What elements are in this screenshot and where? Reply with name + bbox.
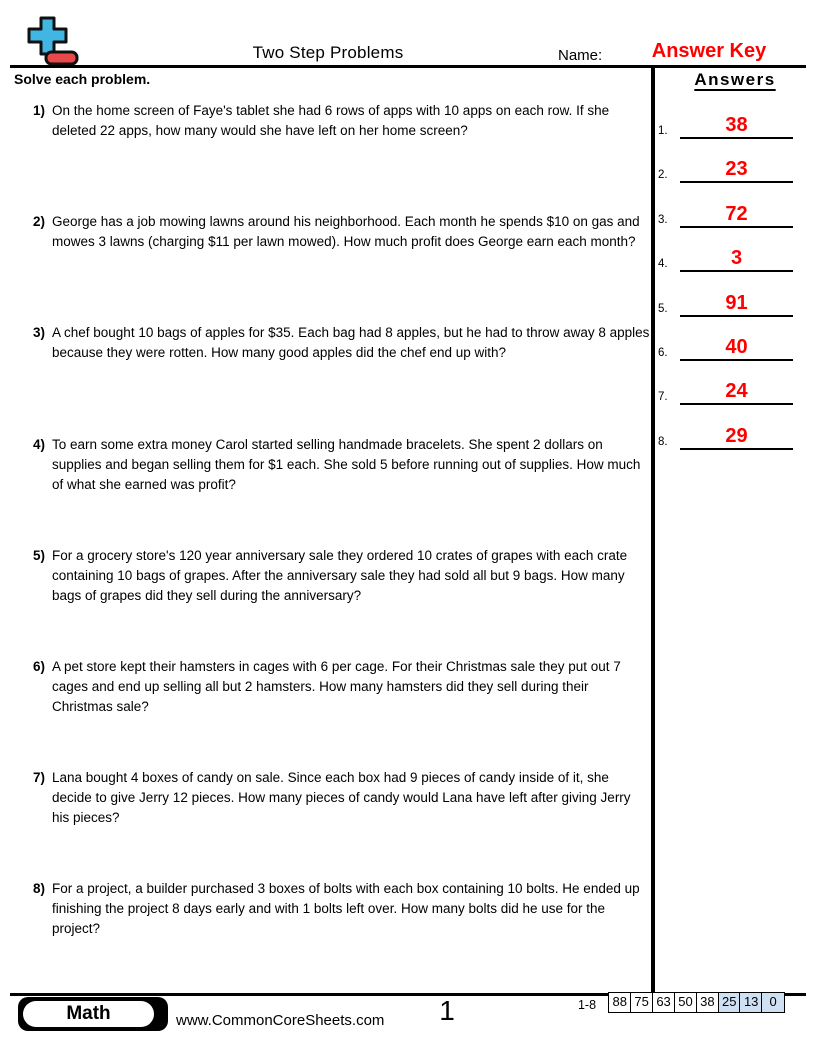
answer-number: 6. [658, 347, 668, 359]
answers-heading-text: Answers [694, 70, 776, 89]
answer-number: 1. [658, 125, 668, 137]
answer-number: 5. [658, 303, 668, 315]
problem-6 [26, 657, 651, 717]
answer-row-1 [658, 111, 793, 139]
score-cell: 88 [608, 992, 632, 1013]
problem-number: 2) [32, 214, 45, 229]
page-title: Two Step Problems [252, 43, 404, 62]
problem-number: 7) [32, 770, 45, 785]
problem-number: 4) [32, 437, 45, 452]
answer-number: 7. [658, 391, 668, 403]
answer-value: 40 [680, 335, 793, 361]
problem-7 [26, 768, 651, 828]
problem-text: A chef bought 10 bags of apples for $35. Each bag had 8 apples, but he had to throw away 8 apples because they were rotten. How many good apples did the chef end up with? [52, 325, 650, 360]
problem-text: For a project, a builder purchased 3 boxes of bolts with each box containing 10 bolts. He ended up finishing the project 8 days early and with 1 bolts left over. How many bolts did he use for the project? [52, 881, 640, 936]
problem-number: 3) [32, 325, 45, 340]
header-divider [10, 65, 806, 68]
answer-row-8 [658, 422, 793, 450]
problem-text: Lana bought 4 boxes of candy on sale. Since each box had 9 pieces of candy inside of it, she decide to give Jerry 12 pieces. How many pieces of candy would Lana have left after giving Jerry his pieces? [52, 770, 631, 825]
answer-value: 38 [680, 113, 793, 139]
answer-value: 24 [680, 379, 793, 405]
problem-number: 6) [32, 659, 45, 674]
problem-5 [26, 546, 651, 606]
score-cell: 75 [630, 992, 654, 1013]
score-cell: 13 [739, 992, 763, 1013]
answer-row-4 [658, 244, 793, 272]
problem-4 [26, 435, 651, 495]
answer-value: 3 [680, 246, 793, 272]
subject-badge-label: Math [23, 1001, 154, 1027]
answers-column-divider [651, 67, 655, 994]
answer-value: 72 [680, 202, 793, 228]
answer-number: 3. [658, 214, 668, 226]
score-cell: 38 [696, 992, 720, 1013]
answer-value: 29 [680, 424, 793, 450]
problem-3 [26, 323, 651, 363]
answer-value: 23 [680, 157, 793, 183]
problem-1 [26, 101, 651, 141]
problem-text: To earn some extra money Carol started selling handmade bracelets. She spent 2 dollars on supplies and began selling them for $1 each. She sold 5 before running out of supplies. How much of what she earned was profit? [52, 437, 641, 492]
problem-text: George has a job mowing lawns around his neighborhood. Each month he spends $10 on gas and mowes 3 lawns (charging $11 per lawn mowed). How much profit does George earn each month? [52, 214, 640, 249]
answer-row-2 [658, 155, 793, 183]
score-cell: 0 [761, 992, 785, 1013]
answer-row-7 [658, 377, 793, 405]
answer-row-3 [658, 200, 793, 228]
score-cell: 63 [652, 992, 676, 1013]
problem-text: On the home screen of Faye's tablet she had 6 rows of apps with 10 apps on each row. If she deleted 22 apps, how many would she have left on her home screen? [52, 103, 610, 138]
website-url: www.CommonCoreSheets.com [176, 1012, 385, 1029]
score-table [608, 992, 785, 1013]
answer-value: 91 [680, 291, 793, 317]
answer-number: 8. [658, 436, 668, 448]
problem-2 [26, 212, 651, 252]
answer-row-6 [658, 333, 793, 361]
answer-number: 4. [658, 258, 668, 270]
page-number: 1 [439, 995, 455, 1026]
answer-key-label: Answer Key [651, 40, 767, 62]
problem-number: 1) [32, 103, 45, 118]
name-label: Name: [558, 47, 603, 64]
problem-8 [26, 879, 651, 939]
subject-badge [18, 997, 168, 1031]
score-cell: 25 [718, 992, 742, 1013]
problem-text: For a grocery store's 120 year anniversary sale they ordered 10 crates of grapes with each crate containing 10 bags of grapes. After the anniversary sale they had sold all but 9 bags. How many bags of grapes did they sell during the anniversary? [52, 548, 628, 603]
problem-number: 8) [32, 881, 45, 896]
answers-heading [660, 70, 810, 90]
answer-number: 2. [658, 169, 668, 181]
problem-number: 5) [32, 548, 45, 563]
problem-text: A pet store kept their hamsters in cages with 6 per cage. For their Christmas sale they put out 7 cages and end up selling all but 2 hamsters. How many hamsters did they sell during their Christmas sale? [52, 659, 621, 714]
instructions-text: Solve each problem. [14, 71, 151, 87]
answer-row-5 [658, 289, 793, 317]
score-range-label: 1-8 [577, 998, 597, 1012]
score-cell: 50 [674, 992, 698, 1013]
